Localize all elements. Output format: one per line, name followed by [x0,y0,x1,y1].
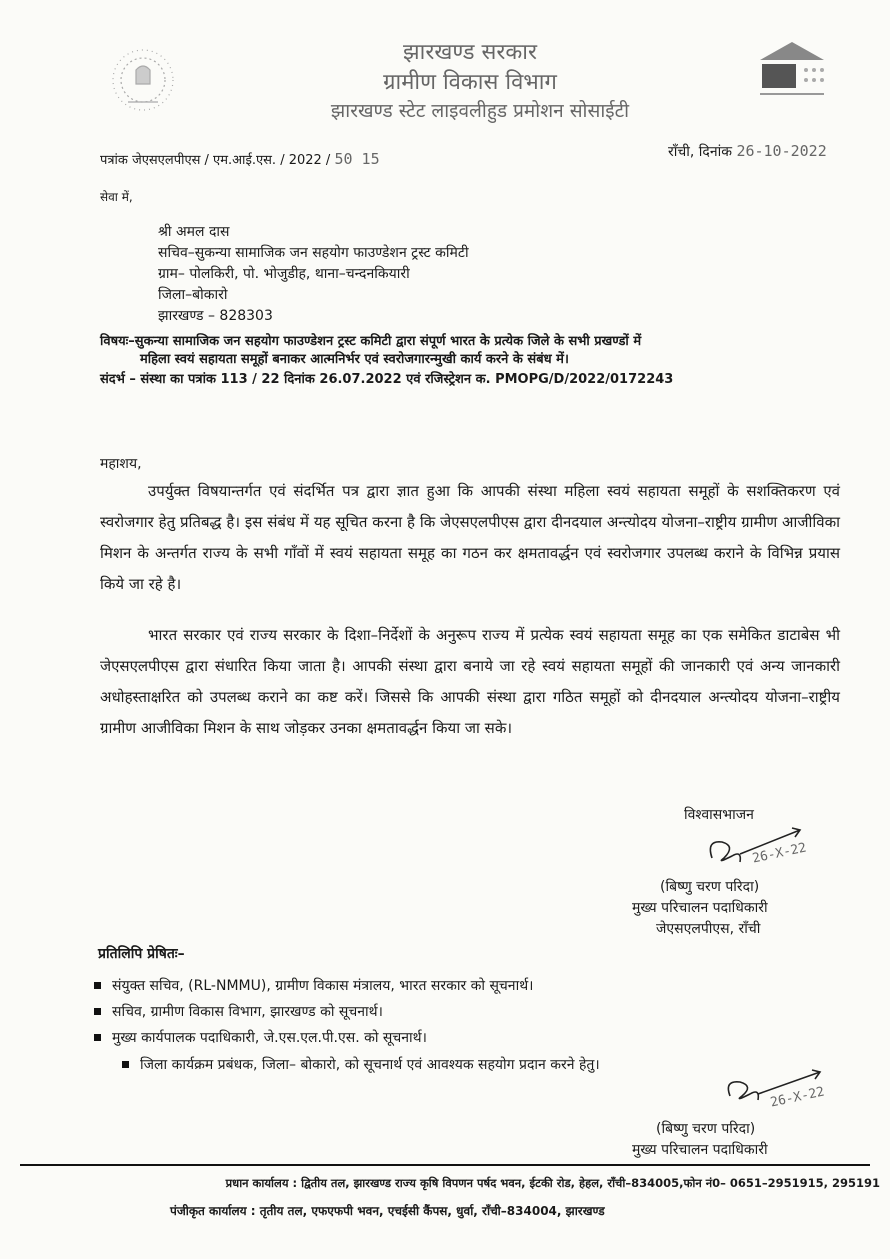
addressee-line: ग्राम– पोलकिरी, पो. भोजुडीह, थाना–चन्दनकियारी [158,266,410,282]
body-paragraph-1 [100,476,840,600]
letter-number-value: जेएसएलपीएस / एम.आई.एस. / 2022 / [132,153,331,168]
header-department: ग्रामीण विकास विभाग [383,70,557,95]
letter-number-handwritten: 50 15 [334,150,380,168]
header-government: झारखण्ड सरकार [403,40,537,65]
copy-to-list-sub [120,1052,600,1078]
copy-to-list [92,973,533,1051]
footer-divider [20,1164,870,1166]
ashoka-emblem-icon [98,40,188,140]
to-label: सेवा में, [100,190,133,204]
closing: विश्वासभाजन [684,807,754,823]
addressee-line: जिला–बोकारो [158,287,228,303]
subject-label: विषयः– [100,334,135,349]
addressee-line: झारखण्ड – 828303 [158,308,273,324]
list-item: सचिव, ग्रामीण विकास विभाग, झारखण्ड को सूचनार्थ। [92,999,533,1025]
footer-head-office: प्रधान कार्यालय : द्वितीय तल, झारखण्ड राज्य कृषि विपणन पर्षद भवन, ईटकी रोड, हेहल, राँची–834005,फोन नं0– 0651–2951915, 295191 [225,1176,880,1190]
signatory-designation: मुख्य परिचालन पदाधिकारी [632,900,768,916]
date-handwritten: 26-10-2022 [736,142,827,160]
reference-text: संस्था का पत्रांक 113 / 22 दिनांक 26.07.2022 एवं रजिस्ट्रेशन क. PMOPG/D/2022/0172243 [140,372,674,387]
signatory-org: जेएसएलपीएस, राँची [656,921,761,937]
addressee-block [158,222,469,327]
subject-block [100,333,860,389]
list-item: जिला कार्यक्रम प्रबंधक, जिला– बोकारो, को सूचनार्थ एवं आवश्यक सहयोग प्रदान करने हेतु। [120,1052,600,1078]
subject-line: सुकन्या सामाजिक जन सहयोग फाउण्डेशन ट्रस्ट कमिटी द्वारा संपूर्ण भारत के प्रत्येक जिले के सभी प्रखण्डों में [134,334,642,349]
jslps-logo-icon [752,38,832,108]
copy-to-label: प्रतिलिपि प्रेषितः– [98,946,185,962]
letter-number-label: पत्रांक [100,153,128,168]
body-paragraph-2 [100,620,840,744]
date-label: राँची, दिनांक [668,144,732,160]
list-item: संयुक्त सचिव, (RL-NMMU), ग्रामीण विकास मंत्रालय, भारत सरकार को सूचनार्थ। [92,973,533,999]
list-item: मुख्य कार्यपालक पदाधिकारी, जे.एस.एल.पी.एस. को सूचनार्थ। [92,1025,533,1051]
addressee-line: सचिव–सुकन्या सामाजिक जन सहयोग फाउण्डेशन ट्रस्ट कमिटी [158,245,469,261]
footer-registered-office: पंजीकृत कार्यालय : तृतीय तल, एफएफपी भवन, एचईसी कैंपस, धुर्वा, राँची–834004, झारखण्ड [170,1204,605,1218]
letter-number [100,150,380,170]
addressee-line: श्री अमल दास [158,224,230,240]
signatory2-designation: मुख्य परिचालन पदाधिकारी [632,1142,768,1158]
signatory2-name: (बिष्णु चरण परिदा) [656,1121,756,1137]
reference-label: संदर्भ – [100,372,136,387]
letter-date [668,142,827,161]
signature-date-handwritten: 26-X-22 [751,840,808,867]
salutation: महाशय, [100,456,142,472]
signatory-name: (बिष्णु चरण परिदा) [660,879,760,895]
subject-line: महिला स्वयं सहायता समूहों बनाकर आत्मनिर्भर एवं स्वरोजगारन्मुखी कार्य करने के संबंध में। [140,352,569,367]
signature2-date-handwritten: 26-X-22 [769,1084,826,1111]
paragraph-text: उपर्युक्त विषयान्तर्गत एवं संदर्भित पत्र द्वारा ज्ञात हुआ कि आपकी संस्था महिला स्वयं सहायता समूहों के सशक्तिकरण एवं स्वरोजगार हेतु प्रतिबद्ध है। इस संबंध में यह सूचित करना है कि जेएसएलपीएस द्वारा दीनदयाल अन्त्योदय योजना–राष्ट्रीय ग्रामीण आजीविका मिशन के अन्तर्गत राज्य के सभी गाँवों में स्वयं सहायता समूह का गठन कर क्षमतावर्द्धन एवं स्वरोजगार उपलब्ध कराने के विभिन्न प्रयास किये जा रहे है। [100,482,840,593]
paragraph-text: भारत सरकार एवं राज्य सरकार के दिशा–निर्देशों के अनुरूप राज्य में प्रत्येक स्वयं सहायता समूह का एक समेकित डाटाबेस भी जेएसएलपीएस द्वारा संधारित किया जाता है। आपकी संस्था द्वारा बनाये जा रहे स्वयं सहायता समूहों की जानकारी एवं अन्य जानकारी अधोहस्ताक्षरित को उपलब्ध कराने का कष्ट करें। जिससे कि आपकी संस्था द्वारा गठित समूहों को दीनदयाल अन्त्योदय योजना–राष्ट्रीय ग्रामीण आजीविका मिशन के साथ जोड़कर उनका क्षमतावर्द्धन किया जा सके। [100,626,840,737]
header-society: झारखण्ड स्टेट लाइवलीहुड प्रमोशन सोसाईटी [330,100,630,122]
